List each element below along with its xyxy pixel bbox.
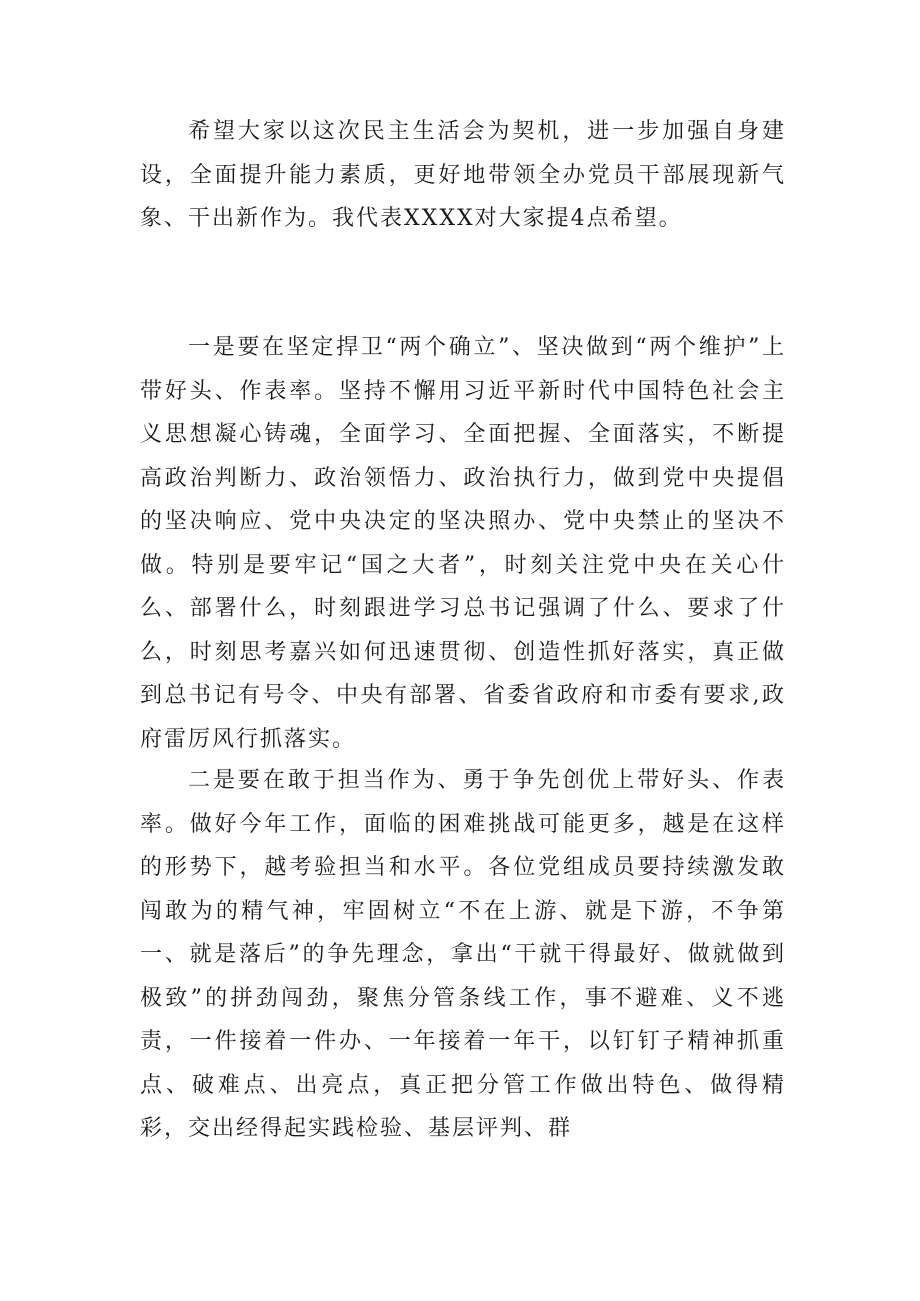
paragraph-point-one: 一是要在坚定捍卫“两个确立”、坚决做到“两个维护”上带好头、作表率。坚持不懈用习近平新时代中国特色社会主义思想凝心铸魂，全面学习、全面把握、全面落实，不断提高政治判断力、政治领悟力、政治执行力，做到党中央提倡的坚决响应、党中央决定的坚决照办、党中央禁止的坚决不做。特别是要牢记“国之大者”，时刻关注党中央在关心什么、部署什么，时刻跟进学习总书记强调了什么、要求了什么，时刻思考嘉兴如何迅速贯彻、创造性抓好落实，真正做到总书记有号令、中央有部署、省委省政府和市委有要求,政府雷厉风行抓落实。 [140,335,786,752]
paragraph-intro: 希望大家以这次民主生活会为契机，进一步加强自身建设，全面提升能力素质，更好地带领全办党员干部展现新气象、干出新作为。我代表XXXX对大家提4点希望。 [140,119,786,231]
paragraph-point-two: 二是要在敢于担当作为、勇于争先创优上带好头、作表率。做好今年工作，面临的困难挑战可能更多，越是在这样的形势下，越考验担当和水平。各位党组成员要持续激发敢闯敢为的精气神，牢固树立“不在上游、就是下游，不争第一、就是落后”的争先理念，拿出“干就干得最好、做就做到极致”的拼劲闯劲，聚焦分管条线工作，事不避难、义不逃责，一件接着一件办、一年接着一年干，以钉钉子精神抓重点、破难点、出亮点，真正把分管工作做出特色、做得精彩，交出经得起实践检验、基层评判、群 [140,768,786,1141]
